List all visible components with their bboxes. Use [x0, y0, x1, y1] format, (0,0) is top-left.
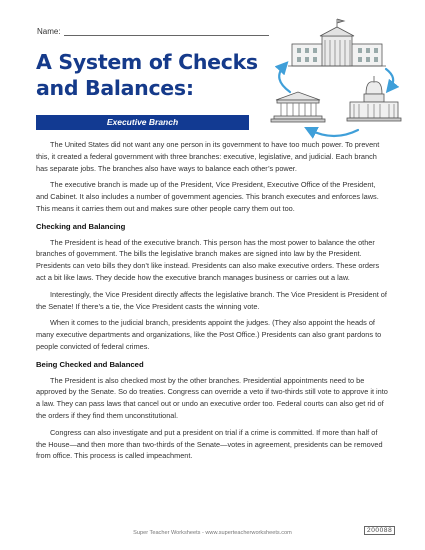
section-paragraph: Congress can also investigate and put a president on trial if a crime is committed. If more than half of the House—and then more than two-thirds of the Senate—votes in agreement, presidents can be removed from office. This process is called impeachment.	[36, 427, 383, 461]
worksheet-code: 200088	[364, 526, 395, 535]
name-blank-line	[64, 27, 269, 36]
name-field	[37, 27, 269, 36]
subtitle-bar: Executive Branch	[36, 115, 249, 130]
supreme-court-icon	[271, 92, 325, 122]
title-colon: :	[185, 76, 194, 100]
section-heading: Checking and Balancing	[36, 221, 126, 231]
white-house-icon	[288, 19, 386, 66]
title-line-2: and Balances	[36, 76, 186, 100]
section-heading: Being Checked and Balanced	[36, 359, 144, 369]
title-line-1: A System of Checks	[36, 50, 258, 74]
section-paragraph: The President is also checked most by the other branches. Presidential appointments need to be approved by the Senate. So do treaties. Congress can override a veto if two-thirds still vote to approve it into a law. They can pass laws that cancel out or undo an executive order too. Federal courts can also get rid of the orders if they find them unconstitutional.	[36, 375, 388, 420]
intro-paragraph: The executive branch is made up of the President, Vice President, Executive Office of the President, and Cabinet. It also includes a number of government agencies. This branch executes and enforces laws. This means it carries them out and makes sure other people carry them out too.	[36, 180, 379, 213]
section-paragraph: Interestingly, the Vice President directly affects the legislative branch. The Vice President is President of the Senate! If there’s a tie, the Vice President casts the winning vote.	[36, 289, 387, 311]
article-body	[36, 139, 389, 467]
intro-paragraph: The United States did not want any one person in its government to have too much power. To prevent this, it created a federal government with three branches: executive, legislative, and judicial. Each branch has separate jobs. The branches also have ways to balance each other’s power.	[36, 140, 380, 173]
branches-graphic	[262, 14, 412, 144]
name-label: Name:	[37, 27, 61, 36]
page-title	[36, 49, 266, 101]
section-paragraph: When it comes to the judicial branch, presidents appoint the judges. (They also appoint the heads of many executive departments and organizations, like the Post Office.) Presidents can also grant pardons to people convicted of federal crimes.	[36, 318, 382, 351]
footer-credit: Super Teacher Worksheets - www.superteacherworksheets.com	[133, 530, 292, 536]
section-paragraph: The President is head of the executive branch. This person has the most power to balance the other branches of government. The bills the legislative branch makes are signed into law by the President. Presidents can veto bills they don’t like instead. Presidents can also make executive orders. These orders act a bit like laws. They decide how the executive branch manages business or carries out a law.	[36, 237, 380, 282]
